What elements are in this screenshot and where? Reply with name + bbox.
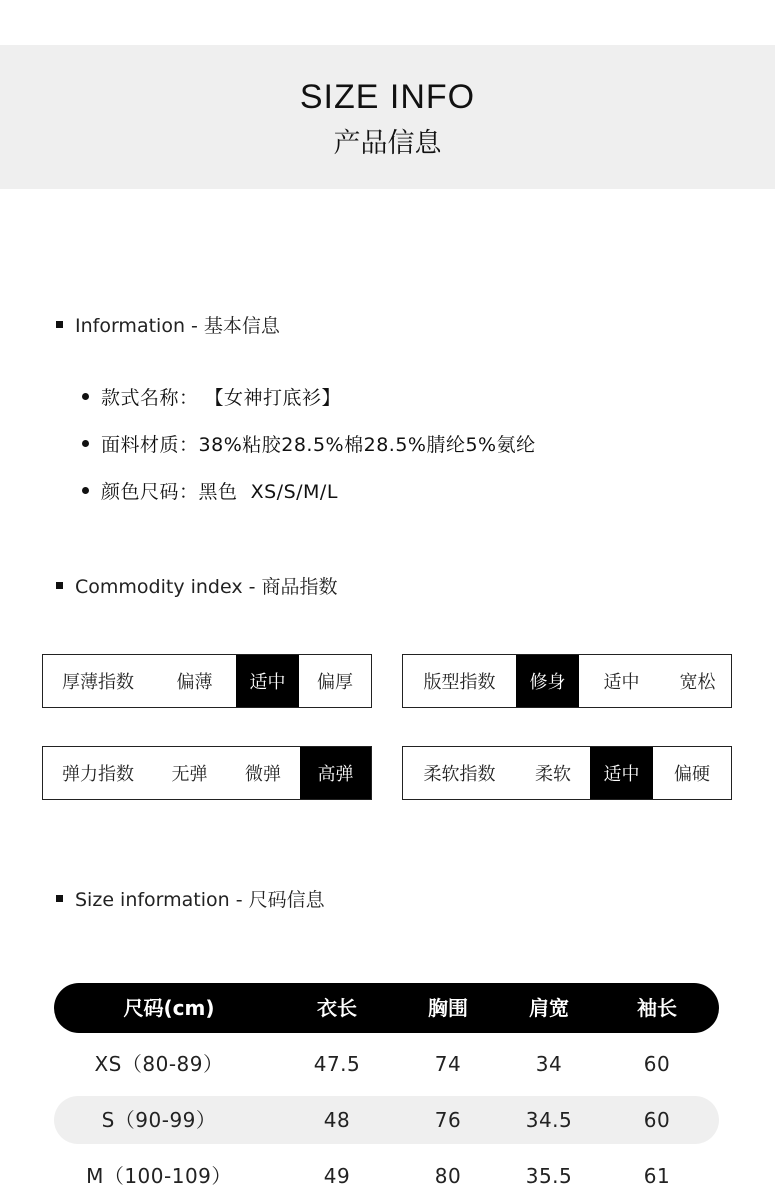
index-label: 柔软指数 (423, 764, 496, 785)
table-cell: 49 (323, 1164, 351, 1188)
info-line-style-name (82, 383, 341, 409)
info-label: 颜色尺码： (101, 480, 199, 503)
table-cell-size: S（90-99） (101, 1108, 217, 1132)
index-option-selected: 高弹 (300, 747, 371, 799)
index-option: 无弹 (171, 764, 208, 785)
column-header: 肩宽 (529, 996, 569, 1020)
index-option: 偏厚 (317, 672, 353, 693)
page-title: SIZE INFO (299, 78, 476, 116)
table-cell-size: XS（80-89） (94, 1052, 224, 1076)
square-bullet-icon (56, 321, 63, 328)
column-header: 胸围 (428, 996, 468, 1020)
info-line-fabric (82, 430, 536, 456)
dot-bullet-icon (82, 440, 89, 447)
table-cell: 74 (434, 1052, 462, 1076)
table-cell: 76 (434, 1108, 462, 1132)
index-box-softness (402, 746, 732, 800)
info-label: 款式名称： (101, 386, 199, 409)
information-heading (56, 312, 280, 336)
table-cell: 60 (643, 1108, 671, 1132)
index-option: 柔软 (535, 764, 571, 785)
index-label: 厚薄指数 (62, 672, 134, 693)
index-box-elasticity (42, 746, 372, 800)
commodity-heading (56, 573, 338, 597)
index-option: 偏薄 (176, 672, 213, 693)
table-cell: 60 (643, 1052, 671, 1076)
index-box-thickness (42, 654, 372, 708)
info-label: 面料材质： (101, 433, 199, 456)
table-cell: 47.5 (313, 1052, 361, 1076)
information-heading-text: Information - 基本信息 (75, 314, 280, 337)
table-cell-size: M（100-109） (86, 1164, 232, 1188)
index-label: 弹力指数 (62, 764, 134, 785)
table-cell: 80 (434, 1164, 462, 1188)
commodity-heading-text: Commodity index - 商品指数 (75, 575, 338, 598)
table-cell: 35.5 (525, 1164, 573, 1188)
info-line-color-size (82, 477, 338, 503)
table-cell: 34.5 (525, 1108, 573, 1132)
index-box-fit (402, 654, 732, 708)
index-option: 适中 (603, 672, 640, 693)
dot-bullet-icon (82, 487, 89, 494)
table-cell: 48 (323, 1108, 351, 1132)
column-header: 尺码(cm) (123, 996, 215, 1020)
info-value: 黑色 XS/S/M/L (198, 480, 338, 503)
index-option: 微弹 (245, 764, 281, 785)
column-header: 袖长 (637, 996, 677, 1020)
table-cell: 34 (535, 1052, 563, 1076)
index-option-selected: 适中 (236, 655, 299, 707)
index-option-selected: 修身 (516, 655, 579, 707)
column-header: 衣长 (317, 996, 357, 1020)
size-info-heading (56, 886, 325, 910)
index-option-selected: 适中 (590, 747, 653, 799)
square-bullet-icon (56, 582, 63, 589)
size-table-header (54, 983, 719, 1033)
header-band (0, 45, 775, 189)
info-value: 38%粘胶28.5%棉28.5%腈纶5%氨纶 (198, 433, 536, 456)
page-subtitle: 产品信息 (333, 128, 442, 159)
table-cell: 61 (643, 1164, 671, 1188)
index-option: 宽松 (679, 672, 716, 693)
info-value: 【女神打底衫】 (204, 386, 342, 409)
index-label: 版型指数 (423, 672, 496, 693)
dot-bullet-icon (82, 393, 89, 400)
size-info-heading-text: Size information - 尺码信息 (75, 888, 325, 911)
index-option: 偏硬 (674, 764, 710, 785)
square-bullet-icon (56, 895, 63, 902)
